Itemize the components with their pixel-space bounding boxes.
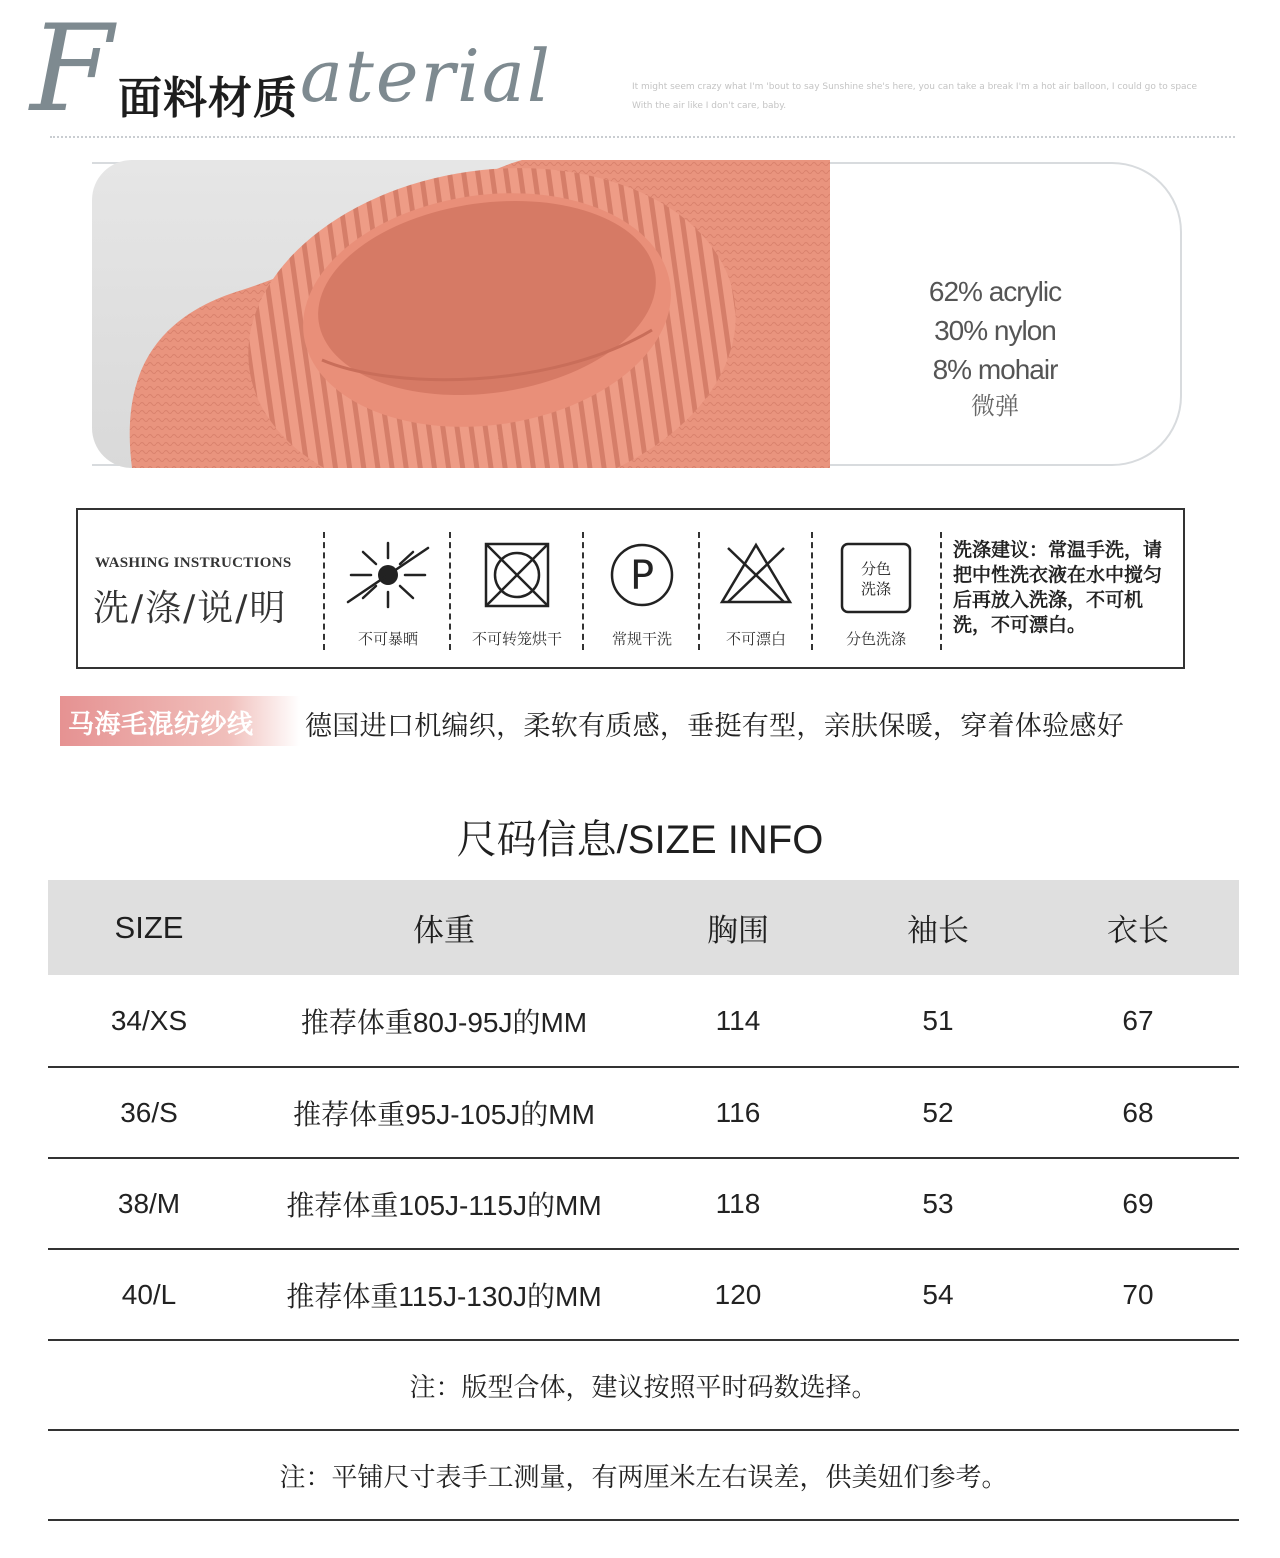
size-title: 尺码信息/SIZE INFO <box>456 818 824 862</box>
table-row <box>48 1068 1239 1159</box>
header-script-letter: F <box>30 0 114 139</box>
dry-clean-p-icon <box>607 540 677 610</box>
table-row <box>48 1159 1239 1250</box>
section-header <box>0 0 1280 150</box>
table-cell: 36/S <box>120 1096 178 1128</box>
wash-item-no-tumble-dry <box>453 538 581 650</box>
table-header-cell: 体重 <box>413 913 475 948</box>
table-note: 注：平铺尺寸表手工测量，有两厘米左右误差，供美妞们参考。 <box>48 1431 1239 1521</box>
wash-label: 不可暴晒 <box>357 630 418 648</box>
wash-item-wash-separately <box>815 538 937 650</box>
feature-text: 德国进口机编织，柔软有质感，垂挺有型，亲肤保暖，穿着体验感好 <box>305 711 1124 742</box>
table-row <box>48 975 1239 1068</box>
table-cell: 120 <box>714 1278 762 1310</box>
header-script-word: aterial <box>300 34 552 118</box>
table-cell: 推荐体重115J-130J的MM <box>286 1280 602 1312</box>
header-divider <box>50 136 1235 138</box>
no-tumble-dry-icon <box>482 540 552 610</box>
table-cell: 52 <box>922 1096 954 1128</box>
table-cell: 51 <box>922 1004 954 1036</box>
table-cell: 118 <box>715 1187 761 1219</box>
fabric-photo <box>92 160 830 468</box>
table-cell: 推荐体重80J-95J的MM <box>300 1006 588 1038</box>
wash-label: 不可转笼烘干 <box>471 630 562 648</box>
table-note: 注：版型合体，建议按照平时码数选择。 <box>48 1341 1239 1431</box>
table-header <box>48 880 1239 975</box>
wash-label: 分色洗涤 <box>845 630 906 648</box>
table-cell: 116 <box>715 1096 761 1128</box>
table-cell: 38/M <box>117 1187 181 1219</box>
table-header-cell: 衣长 <box>1107 913 1169 948</box>
stretch-label: 微弹 <box>971 393 1019 420</box>
table-cell: 67 <box>1122 1004 1154 1036</box>
composition-line: 30% nylon <box>934 315 1056 346</box>
dashed-divider <box>323 532 325 650</box>
table-cell: 54 <box>922 1278 954 1310</box>
dashed-divider <box>582 532 584 650</box>
washing-title-en: WASHING INSTRUCTIONS <box>95 555 292 571</box>
size-table <box>48 880 1239 1521</box>
wash-icon-text: 分色 <box>860 560 892 578</box>
dashed-divider <box>449 532 451 650</box>
table-cell: 70 <box>1122 1278 1154 1310</box>
fabric-composition <box>830 272 1160 425</box>
table-row <box>48 1250 1239 1341</box>
wash-item-dry-clean <box>586 538 698 650</box>
dashed-divider <box>698 532 700 650</box>
wash-separately-icon <box>838 540 914 616</box>
wash-icon-text: 洗涤 <box>860 580 892 598</box>
table-cell: 40/L <box>121 1278 177 1310</box>
composition-line: 62% acrylic <box>928 276 1062 307</box>
table-header-cell: SIZE <box>114 909 184 945</box>
table-cell: 114 <box>715 1004 761 1036</box>
table-cell: 34/XS <box>110 1004 188 1036</box>
feature-badge-label: 马海毛混纺纱线 <box>68 710 254 740</box>
table-header-cell: 胸围 <box>707 913 769 948</box>
sun-icon <box>343 540 433 610</box>
dashed-divider <box>940 532 942 650</box>
washing-instructions-box <box>76 508 1185 669</box>
composition-line: 8% mohair <box>932 354 1058 385</box>
wash-label: 不可漂白 <box>725 630 786 648</box>
feature-badge <box>60 696 300 746</box>
dashed-divider <box>811 532 813 650</box>
table-header-cell: 袖长 <box>907 913 969 948</box>
no-bleach-icon <box>716 540 796 610</box>
wash-item-no-bleach <box>702 538 810 650</box>
table-cell: 推荐体重105J-115J的MM <box>286 1189 602 1221</box>
page-title: 面料材质 <box>118 73 298 124</box>
washing-title-cn: 洗/涤/说/明 <box>93 588 288 629</box>
table-cell: 推荐体重95J-105J的MM <box>293 1098 595 1130</box>
wash-item-no-sun <box>328 538 448 650</box>
svg-text:P: P <box>629 553 655 599</box>
table-cell: 53 <box>922 1187 954 1219</box>
sweater-collar-illustration <box>92 160 830 468</box>
header-note: It might seem crazy what I'm 'bout to say Sunshine she's here, you can take a break I'm a hot air balloon, I could go to space With the air like I don't care, baby. <box>632 82 1198 111</box>
table-cell: 69 <box>1122 1187 1154 1219</box>
washing-advice: 洗涤建议：常温手洗，请把中性洗衣液在水中搅匀后再放入洗涤，不可机洗，不可漂白。 <box>953 539 1163 636</box>
wash-label: 常规干洗 <box>611 630 672 648</box>
table-cell: 68 <box>1122 1096 1154 1128</box>
